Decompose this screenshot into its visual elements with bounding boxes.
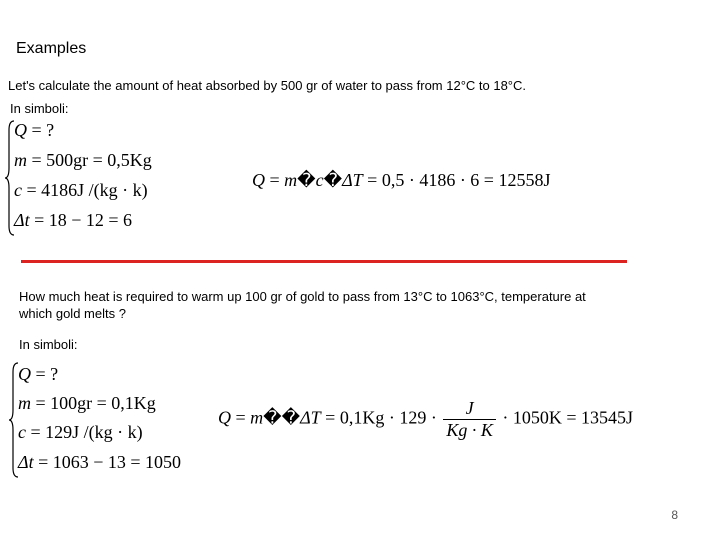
slide-title: Examples	[16, 40, 87, 57]
fraction-denominator: Kg · K	[443, 419, 496, 441]
fraction-numerator: J	[465, 398, 474, 418]
given-temperature-line: Δt = 18 − 12 = 6	[14, 210, 133, 230]
given-mass-line: m = 500gr = 0,5Kg	[14, 150, 152, 170]
example2-prompt-line2: which gold melts ?	[19, 306, 126, 321]
given-specific-heat-line: c = 129J /(kg · k)	[18, 422, 143, 442]
given-heat-line: Q = ?	[18, 364, 59, 384]
example1-formula: Q = m�c�ΔT = 0,5 · 4186 · 6 = 12558J	[252, 170, 551, 190]
example2-symbols-label: In simboli:	[19, 337, 78, 352]
example2-formula: Q = m��ΔT = 0,1Kg · 129 · $\frac{J}{Kg \cdot K}$ · 1050K = 13545J	[218, 398, 633, 440]
units-fraction	[443, 398, 496, 441]
example1-given-system	[4, 118, 244, 238]
given-mass-line: m = 100gr = 0,1Kg	[18, 393, 156, 413]
example2-prompt	[19, 288, 586, 322]
example2-prompt-line1: How much heat is required to warm up 100 gr of gold to pass from 13°C to 1063°C, temperature at	[19, 289, 586, 304]
example1-prompt: Let's calculate the amount of heat absorbed by 500 gr of water to pass from 12°C to 18°C.	[8, 78, 527, 93]
given-heat-line: Q = ?	[14, 120, 55, 140]
section-divider	[21, 260, 627, 263]
example2-given-system	[8, 360, 248, 480]
given-specific-heat-line: c = 4186J /(kg · k)	[14, 180, 148, 200]
example1-symbols-label: In simboli:	[10, 101, 69, 116]
page-number: 8	[671, 508, 678, 522]
given-temperature-line: Δt = 1063 − 13 = 1050	[18, 452, 182, 472]
